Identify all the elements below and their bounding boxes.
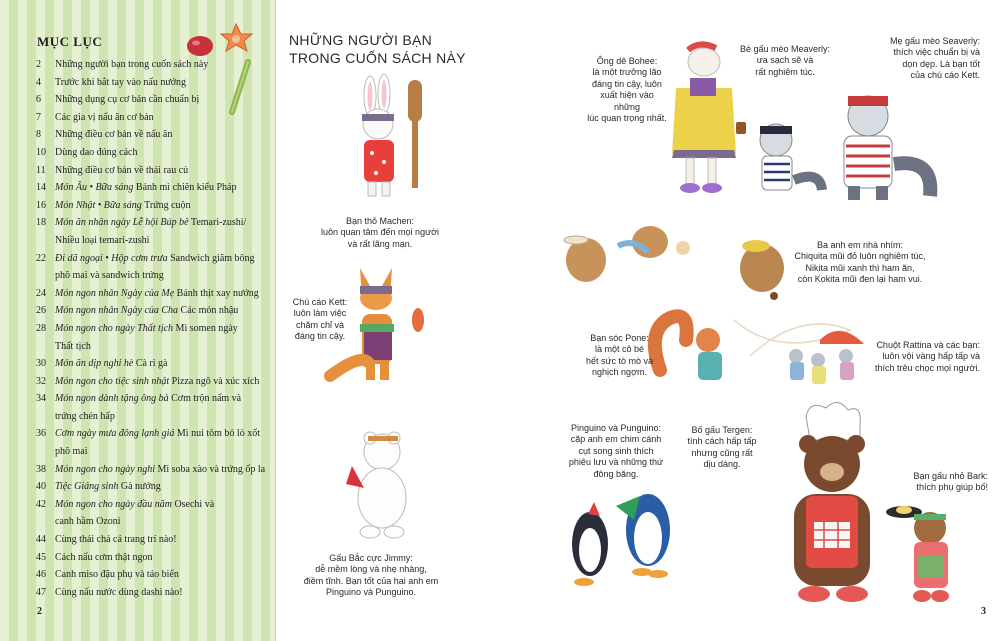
toc-entry-dish: Osechi và <box>174 498 215 510</box>
toc-entry-dish: Pizza ngô và xúc xích <box>171 375 260 387</box>
toc-entry-text: Dùng dao đúng cách <box>55 146 138 158</box>
toc-entry <box>36 584 272 602</box>
caption-meaverly: Bé gấu mèo Meaverly: ưa sạch sẽ và rất nghiêm túc. <box>739 44 831 77</box>
toc-entry-dish: Bánh mì chiên kiểu Pháp <box>135 182 237 194</box>
toc-entry-text <box>55 496 272 514</box>
toc-entry-dish: Mì soba xào và trứng ốp la <box>157 463 266 475</box>
toc-page-number <box>36 232 55 250</box>
toc-entry <box>36 232 272 250</box>
toc-entry <box>36 338 272 356</box>
toc-page-number: 44 <box>36 534 46 546</box>
caption-tergen: Bố gấu Tergen: tính cách hấp tấp nhưng cũng rất dịu dàng. <box>687 425 757 470</box>
toc-page-number: 10 <box>36 146 46 158</box>
toc-entry-text: Cùng nấu nước dùng dashi nào! <box>55 586 183 598</box>
toc-list <box>36 56 272 601</box>
toc-entry-dish: Gà nướng <box>120 481 161 493</box>
toc-entry-text: Các gia vị nấu ăn cơ bản <box>55 111 154 123</box>
toc-page-number: 34 <box>36 393 46 405</box>
toc-entry-text: Những điều cơ bản về nấu ăn <box>55 129 173 141</box>
toc-page-number: 7 <box>36 111 41 123</box>
toc-entry <box>36 285 272 303</box>
toc-page-number <box>36 408 55 426</box>
toc-entry <box>36 566 272 584</box>
toc-entry <box>36 549 272 567</box>
toc-page-number: 6 <box>36 94 41 106</box>
toc-page-number: 36 <box>36 428 46 440</box>
caption-seaverly: Mẹ gấu mèo Seaverly: thích việc chuẩn bị và dọn dẹp. Là bạn tốt của chú cáo Kett. <box>889 36 980 81</box>
toc-entry-category: Món ngon nhân Ngày của Mẹ <box>55 287 175 299</box>
toc-entry-text <box>55 214 272 232</box>
toc-page-number: 47 <box>36 586 46 598</box>
toc-entry <box>36 197 272 215</box>
toc-entry-category: Món ngon dành tặng ông bà <box>55 393 169 405</box>
toc-page-number: 8 <box>36 129 41 141</box>
toc-entry-category: Món ngon cho tiệc sinh nhật <box>55 375 170 387</box>
toc-entry-text <box>55 302 272 320</box>
toc-entry-text <box>55 250 272 268</box>
toc-page-number: 26 <box>36 305 46 317</box>
toc-entry <box>36 461 272 479</box>
page-number-right: 3 <box>981 606 986 617</box>
toc-entry <box>36 355 272 373</box>
toc-entry-text: Cùng thái chả cá trang trí nào! <box>55 534 177 546</box>
toc-entry <box>36 162 272 180</box>
page-number-left: 2 <box>37 606 42 617</box>
raccoon-family-illustration <box>744 88 934 204</box>
toc-entry <box>36 109 272 127</box>
toc-entry <box>36 425 272 443</box>
toc-entry-dish: Cà ri gà <box>135 358 168 370</box>
toc-title: MỤC LỤC <box>37 34 103 49</box>
toc-entry-text <box>55 355 272 373</box>
characters-section-title <box>289 31 466 67</box>
toc-page-number <box>36 443 55 461</box>
toc-entry-text <box>55 285 272 303</box>
toc-entry-category: Tiệc Giáng sinh <box>55 481 119 493</box>
toc-entry-text: Trước khi bắt tay vào nấu nướng <box>55 76 187 88</box>
toc-entry-category: Món ăn dịp nghỉ hè <box>55 358 134 370</box>
toc-entry <box>36 179 272 197</box>
bear-tergen-and-bark-illustration <box>780 402 980 614</box>
toc-entry <box>36 320 272 338</box>
toc-page-number: 22 <box>36 252 46 264</box>
toc-page-number: 2 <box>36 59 41 70</box>
title-line-1: NHỮNG NGƯỜI BẠN <box>289 32 433 48</box>
toc-entry-text: Những người bạn trong cuốn sách này <box>55 59 209 70</box>
toc-entry-text: Cách nấu cơm thật ngon <box>55 551 153 563</box>
toc-entry <box>36 250 272 268</box>
toc-entry <box>36 496 272 514</box>
toc-page-number: 18 <box>36 217 46 229</box>
toc-entry <box>36 302 272 320</box>
toc-page-number <box>36 338 55 356</box>
toc-entry-text: Nhiều loại temari-zushi <box>55 234 150 246</box>
toc-entry-dish: Mì nui tôm bỏ lò xốt <box>176 428 260 440</box>
toc-entry-text <box>55 461 272 479</box>
toc-entry <box>36 56 272 74</box>
toc-entry-text <box>55 390 272 408</box>
toc-entry-text: Những điều cơ bản về thái rau củ <box>55 164 189 176</box>
table-of-contents-panel <box>0 0 276 641</box>
toc-page-number: 4 <box>36 76 41 88</box>
toc-entry-text <box>55 373 272 391</box>
toc-entry <box>36 513 272 531</box>
toc-entry-dish: Bánh thịt xay nướng <box>176 287 259 299</box>
toc-entry <box>36 531 272 549</box>
toc-entry-category: Món ngon nhân Ngày của Cha <box>55 305 179 317</box>
toc-page-number: 11 <box>36 164 46 176</box>
toc-entry-text: Thất tịch <box>55 340 91 352</box>
toc-entry-category: Cơm ngày mưa đông lạnh giá <box>55 428 175 440</box>
toc-entry-text: phô mai và sandwich trứng <box>55 270 164 282</box>
caption-penguins: Pinguino và Punguino: cặp anh em chim cánh cụt song sinh thích phiêu lưu và những thứ đông băng. <box>568 423 664 479</box>
toc-entry <box>36 390 272 408</box>
toc-entry-dish: Temari-zushi/ <box>190 217 247 229</box>
toc-page-number: 40 <box>36 481 46 493</box>
toc-page-number: 45 <box>36 551 46 563</box>
squirrel-and-mice-illustration <box>650 300 880 396</box>
toc-page-number: 32 <box>36 375 46 387</box>
toc-page-number: 28 <box>36 322 46 334</box>
toc-page-number: 30 <box>36 358 46 370</box>
toc-entry <box>36 74 272 92</box>
toc-page-number: 42 <box>36 498 46 510</box>
rabbit-machen-illustration <box>350 78 440 206</box>
toc-page-number: 16 <box>36 199 46 211</box>
toc-entry-category: Món ngon cho ngày Thất tịch <box>55 322 174 334</box>
toc-entry-dish: Trứng cuộn <box>144 199 191 211</box>
toc-entry-dish: Sandwich giăm bông <box>170 252 255 264</box>
toc-page-number: 38 <box>36 463 46 475</box>
toc-entry <box>36 408 272 426</box>
toc-entry <box>36 91 272 109</box>
caption-machen: Bạn thỏ Machen: luôn quan tâm đến mọi người và rất lãng mạn. <box>321 216 439 249</box>
toc-entry-category: Món ngon cho ngày nghỉ <box>55 463 155 475</box>
toc-page-number: 46 <box>36 569 46 581</box>
toc-entry <box>36 478 272 496</box>
toc-entry-text: trứng chén hấp <box>55 410 115 422</box>
toc-entry-category: Món Nhật • Bữa sáng <box>55 199 142 211</box>
toc-entry <box>36 373 272 391</box>
toc-entry-text <box>55 197 272 215</box>
toc-entry-text <box>55 478 272 496</box>
toc-entry-text: Canh miso đậu phụ và tảo biển <box>55 569 179 581</box>
toc-entry-category: Món Âu • Bữa sáng <box>55 182 134 194</box>
toc-entry-text: canh hầm Ozoni <box>55 516 121 528</box>
toc-entry <box>36 214 272 232</box>
hedgehog-siblings-illustration <box>558 218 788 302</box>
toc-entry-text <box>55 320 272 338</box>
polar-bear-jimmy-illustration <box>342 426 422 544</box>
caption-rattina: Chuột Rattina và các bạn: luôn vội vàng hấp tấp và thích trêu chọc mọi người. <box>875 340 980 373</box>
toc-entry-text: Những dụng cụ cơ bản cần chuẩn bị <box>55 94 200 106</box>
toc-entry-dish: Mì somen ngày <box>175 322 238 334</box>
toc-entry <box>36 267 272 285</box>
toc-entry-text: phô mai <box>55 446 88 458</box>
toc-entry-category: Đi dã ngoại • Hộp cơm trưa <box>55 252 168 264</box>
caption-jimmy: Gấu Bắc cực Jimmy: dễ mềm lòng và nhẹ nhàng, điềm tĩnh. Bạn tốt của hai anh em Pinguino và Punguino. <box>303 553 439 598</box>
toc-entry-dish: Các món nhậu <box>180 305 239 317</box>
caption-bohee: Ông dê Bohee: là một trưởng lão đáng tin cậy, luôn xuất hiện vào những lúc quan trọng nhất. <box>587 56 667 124</box>
caption-hedgehogs: Ba anh em nhà nhím: Chiquita mũi đỏ luôn nghiêm túc, Nikita mũi xanh thì ham ăn, còn Kokita mũi đen lại ham vui. <box>794 240 926 285</box>
penguin-twins-illustration <box>560 486 680 598</box>
toc-page-number: 14 <box>36 182 46 194</box>
toc-entry-text <box>55 179 272 197</box>
toc-entry <box>36 126 272 144</box>
caption-pone: Bạn sóc Pone: là một cô bé hết sức tò mò và nghịch ngợm. <box>585 333 654 378</box>
toc-entry-dish: Cơm trộn nấm và <box>171 393 242 405</box>
toc-entry-text <box>55 425 272 443</box>
caption-kett: Chú cáo Kett: luôn làm việc chăm chỉ và đáng tin cậy. <box>292 297 348 342</box>
caption-bark: Bạn gấu nhỏ Bark: thích phụ giúp bố! <box>913 471 988 493</box>
title-line-2: TRONG CUỐN SÁCH NÀY <box>289 50 466 66</box>
toc-entry-category: Món ăn nhân ngày Lễ hội Búp bê <box>55 217 189 229</box>
toc-page-number <box>36 267 55 285</box>
toc-page-number <box>36 513 55 531</box>
toc-entry <box>36 144 272 162</box>
toc-page-number: 24 <box>36 287 46 299</box>
toc-entry <box>36 443 272 461</box>
toc-entry-category: Món ngon cho ngày đầu năm <box>55 498 172 510</box>
